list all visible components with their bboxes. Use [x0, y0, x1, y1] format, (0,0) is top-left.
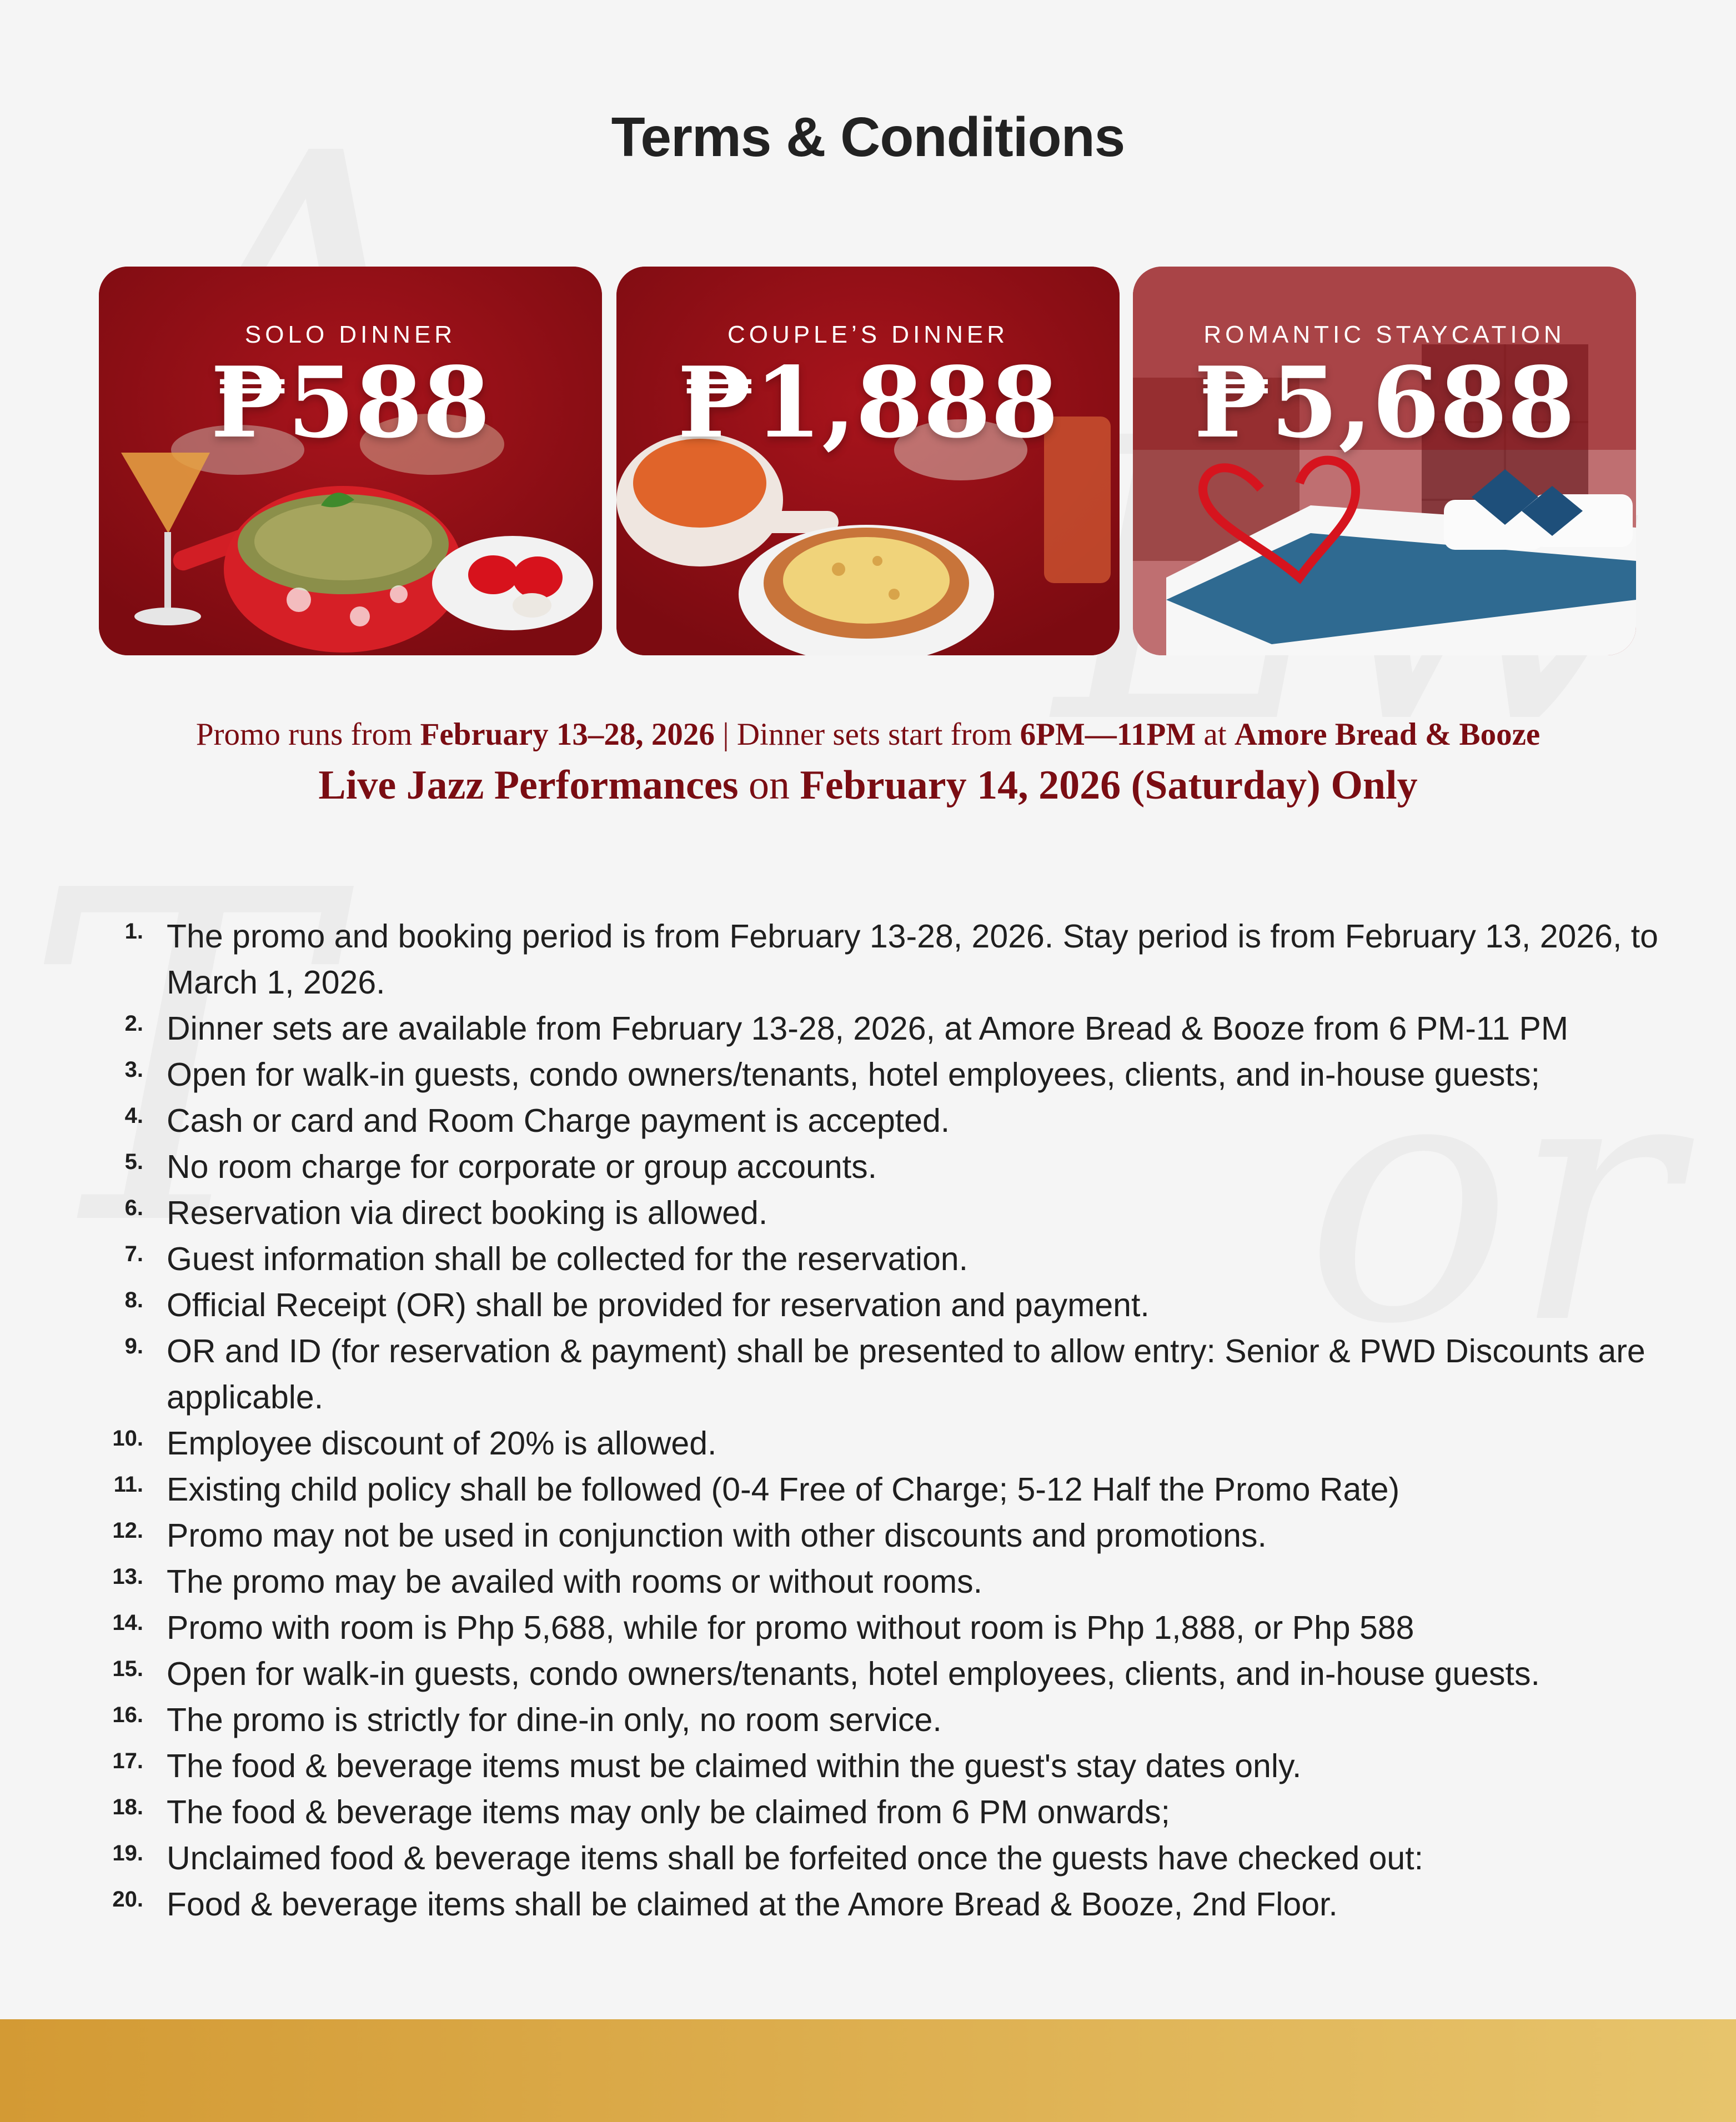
term-number: 3.: [124, 1057, 143, 1082]
promo-text: at: [1196, 717, 1235, 752]
jazz-date: February 14, 2026 (Saturday) Only: [800, 762, 1418, 808]
term-item: [0, 1882, 1736, 1928]
term-number: 4.: [124, 1103, 143, 1128]
term-text: Dinner sets are available from February 13-28, 2026, at Amore Bread & Booze from 6 PM-11 PM: [167, 1010, 1568, 1047]
promo-text: Promo runs from: [195, 717, 420, 752]
term-text: Reservation via direct booking is allowed.: [167, 1195, 768, 1231]
term-text: The food & beverage items may only be claimed from 6 PM onwards;: [167, 1794, 1170, 1830]
term-item: [0, 1835, 1736, 1882]
solo-dinner-card[interactable]: [99, 267, 602, 655]
term-text: Official Receipt (OR) shall be provided for reservation and payment.: [167, 1287, 1150, 1323]
term-item: [0, 1605, 1736, 1651]
term-item: [0, 1421, 1736, 1467]
card-label: SOLO DINNER: [244, 321, 456, 348]
term-number: 17.: [112, 1749, 143, 1773]
term-text: OR and ID (for reservation & payment) shall be presented to allow entry: Senior & PWD Discounts are applicable.: [167, 1333, 1645, 1416]
term-text: Open for walk-in guests, condo owners/tenants, hotel employees, clients, and in-house guests.: [167, 1656, 1540, 1692]
term-text: No room charge for corporate or group accounts.: [167, 1148, 877, 1185]
promo-separator: |: [714, 717, 737, 752]
card-price: ₱588: [210, 346, 490, 460]
term-text: Cash or card and Room Charge payment is accepted.: [167, 1102, 950, 1139]
footer-band: [0, 2019, 1736, 2122]
term-item: [0, 1651, 1736, 1697]
jazz-title: Live Jazz Performances: [318, 762, 739, 808]
term-number: 20.: [112, 1887, 143, 1912]
term-number: 12.: [112, 1518, 143, 1543]
term-item: [0, 1052, 1736, 1098]
term-number: 8.: [124, 1288, 143, 1312]
term-number: 1.: [124, 919, 143, 944]
term-item: [0, 1006, 1736, 1052]
term-number: 10.: [112, 1426, 143, 1451]
jazz-connector: on: [738, 762, 800, 808]
term-item: [0, 1144, 1736, 1190]
term-item: [0, 1236, 1736, 1282]
term-number: 13.: [112, 1564, 143, 1589]
promo-time: 6PM—11PM: [1020, 717, 1196, 752]
card-price: ₱1,888: [677, 346, 1059, 460]
term-number: 11.: [113, 1472, 143, 1497]
term-text: The promo may be availed with rooms or without rooms.: [167, 1563, 983, 1600]
term-number: 14.: [112, 1611, 143, 1635]
term-item: [0, 1789, 1736, 1835]
card-price: ₱5,688: [1193, 346, 1576, 460]
term-text: Food & beverage items shall be claimed at the Amore Bread & Booze, 2nd Floor.: [167, 1886, 1338, 1923]
term-text: Existing child policy shall be followed (0-4 Free of Charge; 5-12 Half the Promo Rate): [167, 1471, 1400, 1508]
term-item: [0, 914, 1736, 1006]
term-number: 7.: [124, 1242, 143, 1266]
couples-dinner-card[interactable]: [616, 267, 1120, 655]
term-text: The food & beverage items must be claimed within the guest's stay dates only.: [167, 1748, 1302, 1784]
promo-dates: February 13–28, 2026: [420, 717, 715, 752]
term-item: [0, 1559, 1736, 1605]
card-label: ROMANTIC STAYCATION: [1203, 321, 1566, 348]
term-item: [0, 1190, 1736, 1236]
term-number: 15.: [112, 1657, 143, 1681]
term-text: Promo with room is Php 5,688, while for promo without room is Php 1,888, or Php 588: [167, 1609, 1414, 1646]
page-title: Terms & Conditions: [611, 106, 1125, 168]
term-number: 5.: [124, 1150, 143, 1174]
term-text: Promo may not be used in conjunction with other discounts and promotions.: [167, 1517, 1267, 1554]
jazz-announcement: [0, 762, 1736, 809]
term-text: Unclaimed food & beverage items shall be forfeited once the guests have checked out:: [167, 1840, 1424, 1877]
term-item: [0, 1328, 1736, 1421]
term-item: [0, 1743, 1736, 1789]
promo-details: [0, 716, 1736, 753]
term-text: The promo and booking period is from February 13-28, 2026. Stay period is from February 13, 2026, to March 1, 2026.: [167, 918, 1658, 1001]
term-number: 19.: [112, 1841, 143, 1865]
term-item: [0, 1513, 1736, 1559]
term-number: 9.: [124, 1334, 143, 1358]
term-item: [0, 1098, 1736, 1144]
term-text: Guest information shall be collected for the reservation.: [167, 1241, 968, 1277]
romantic-staycation-card[interactable]: [1133, 267, 1636, 655]
term-text: Employee discount of 20% is allowed.: [167, 1425, 717, 1462]
term-number: 6.: [124, 1196, 143, 1220]
terms-list: [0, 914, 1736, 1928]
term-number: 2.: [124, 1011, 143, 1036]
term-item: [0, 1697, 1736, 1743]
term-number: 16.: [112, 1703, 143, 1727]
term-text: Open for walk-in guests, condo owners/tenants, hotel employees, clients, and in-house guests;: [167, 1056, 1540, 1093]
term-item: [0, 1282, 1736, 1328]
term-item: [0, 1467, 1736, 1513]
promo-venue: Amore Bread & Booze: [1234, 717, 1541, 752]
card-label: COUPLE’S DINNER: [727, 321, 1009, 348]
term-text: The promo is strictly for dine-in only, no room service.: [167, 1702, 942, 1738]
promo-text: Dinner sets start from: [736, 717, 1020, 752]
term-number: 18.: [112, 1795, 143, 1819]
